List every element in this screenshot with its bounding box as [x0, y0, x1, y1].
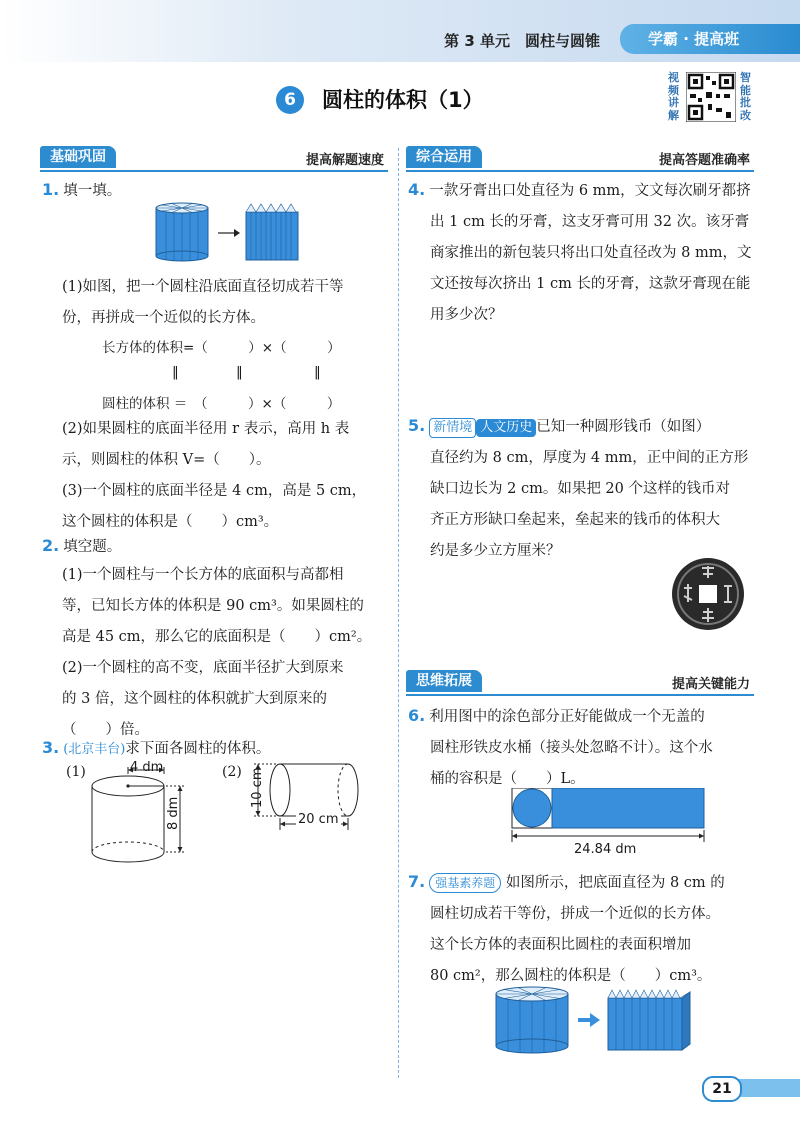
section-tag-extend: 思维拓展	[406, 670, 482, 692]
q3-fig1-label: (1)	[66, 764, 86, 780]
q1-eq-mark: ‖	[172, 364, 179, 380]
section-goal-basic: 提高解题速度	[305, 153, 384, 168]
brand-banner: 学霸 · 提高班	[620, 24, 800, 54]
q1-part2: (2)如果圆柱的底面半径用 r 表示，高用 h 表 示，则圆柱的体积 V=（ ）。 (3)一个圆柱的底面半径是 4 cm，高是 5 cm， 这个圆柱的体积是（ ）cm³。	[62, 421, 367, 530]
q5-tag-new-context: 新情境	[429, 418, 476, 438]
q1-part1: (1)如图，把一个圆柱沿底面直径切成若干等 份，再拼成一个近似的长方体。	[62, 279, 344, 326]
q6-dimension: 24.84 dm	[574, 842, 637, 857]
section-tag-basic: 基础巩固	[40, 146, 116, 168]
q3-fig1-diameter: 4 dm	[130, 760, 164, 775]
page-number-bar	[738, 1079, 800, 1097]
ancient-coin-icon	[670, 556, 746, 632]
q4-body: 4. 一款牙膏出口处直径为 6 mm，文文每次刷牙都挤 出 1 cm 长的牙膏，这支牙膏可用 32 次。该牙膏 商家推出的新包装只将出口处直径改为 8 mm，文 文还按每次挤出 1 cm 长的牙膏，这款牙膏现在能 用多少次？	[408, 180, 752, 323]
q7-cylinder-to-cuboid-figure	[490, 980, 700, 1060]
section-bar-basic	[40, 146, 388, 172]
q1-cylinder-to-cuboid-figure	[150, 198, 310, 268]
qr-left-label: 视频讲解	[668, 71, 679, 122]
q6-net-figure	[508, 788, 708, 848]
q3-fig2-length: 20 cm	[298, 812, 339, 827]
section-goal-comprehensive: 提高答题准确率	[658, 153, 750, 168]
column-divider	[398, 148, 399, 1078]
qr-right-label: 智能批改	[740, 71, 751, 122]
q1-eq-mark: ‖	[314, 364, 321, 380]
q3-fig2-diameter: 10 cm	[250, 767, 265, 808]
section-bar-comprehensive	[406, 146, 754, 172]
q3-fig1-height: 8 dm	[166, 796, 181, 830]
q1-formula-cylinder: 圆柱的体积 ＝ （ ）×（ ）	[102, 396, 341, 412]
q3-fig2-label: (2)	[222, 764, 242, 780]
q2-heading: 2. 填空题。	[42, 536, 122, 555]
q7-tag: 强基素养题	[429, 873, 501, 893]
q5-body: 5. 新情境 人文历史 已知一种圆形钱币（如图） 直径约为 8 cm，厚度为 4 mm，正中间的正方形 缺口边长为 2 cm。如果把 20 个这样的钱币对 齐正方形缺口垒起来，垒起来的钱币的体积大 约是多少立方厘米？	[408, 416, 749, 559]
q1-formula-cuboid: 长方体的体积=（ ）×（ ）	[102, 340, 341, 356]
q2-body: (1)一个圆柱与一个长方体的底面积与高都相 等，已知长方体的体积是 90 cm³。如果圆柱的 高是 45 cm，那么它的底面积是（ ）cm²。 (2)一个圆柱的高不变，底面半径扩大到原来 的 3 倍，这个圆柱的体积就扩大到原来的 （ ）倍。	[62, 567, 372, 738]
q1-heading: 1. 填一填。	[42, 180, 122, 199]
section-goal-extend: 提高关键能力	[671, 677, 750, 692]
lesson-number: 6	[276, 86, 304, 114]
section-bar-extend	[406, 670, 754, 696]
qr-code-icon[interactable]	[686, 72, 736, 122]
q6-body: 6. 利用图中的涂色部分正好能做成一个无盖的 圆柱形铁皮水桶（接头处忽略不计）。这个水 桶的容积是（ ）L。	[408, 706, 713, 787]
unit-title: 第 3 单元 圆柱与圆锥	[444, 32, 600, 50]
page-number: 21	[702, 1076, 742, 1102]
q3-heading: 3. (北京丰台)求下面各圆柱的体积。	[42, 738, 271, 757]
q5-tag-history: 人文历史	[476, 419, 536, 437]
q7-body: 7. 强基素养题 如图所示，把底面直径为 8 cm 的 圆柱切成若干等份，拼成一个近似的长方体。 这个长方体的表面积比圆柱的表面积增加 80 cm²，那么圆柱的体积是（ ）cm³。	[408, 872, 725, 984]
page-title: 圆柱的体积（1）	[322, 88, 484, 112]
q3-fig1-cylinder	[84, 764, 204, 874]
q1-eq-mark: ‖	[236, 364, 243, 380]
section-tag-comprehensive: 综合运用	[406, 146, 482, 168]
